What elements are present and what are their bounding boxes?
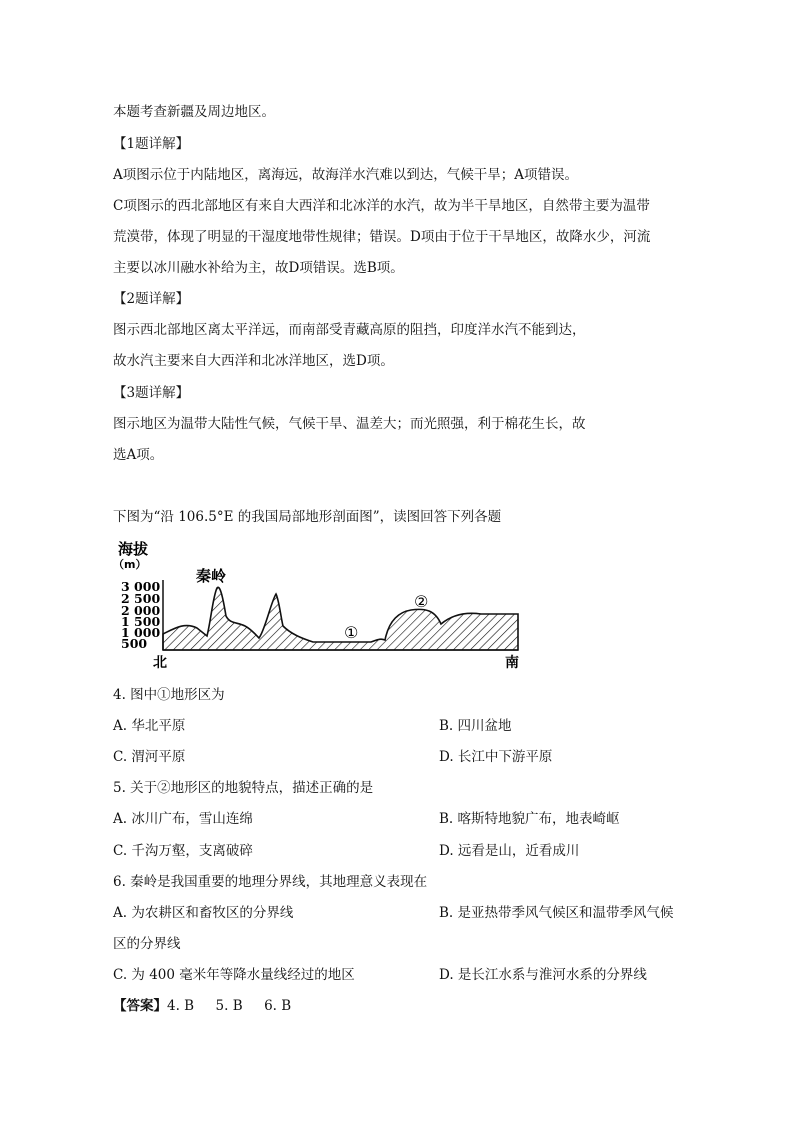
q4-option-b: B. 四川盆地	[439, 718, 512, 734]
q2-line-1: 图示西北部地区离太平洋远，而南部受青藏高原的阻挡，印度洋水汽不能到达，	[113, 322, 586, 338]
q2-heading: 【2题详解】	[113, 291, 190, 307]
marker-1: ①	[344, 623, 359, 642]
north-label: 北	[153, 655, 167, 670]
q6-option-b: B. 是亚热带季风气候区和温带季风气候	[439, 905, 674, 921]
q5-stem: 5. 关于②地形区的地貌特点，描述正确的是	[113, 780, 374, 796]
y-axis-title: 海拔	[118, 540, 149, 558]
q1-heading: 【1题详解】	[113, 136, 190, 152]
q4-option-c: C. 渭河平原	[113, 749, 186, 765]
south-label: 南	[505, 655, 519, 670]
answer-label: 【答案】	[113, 998, 167, 1014]
q1-line-1: A项图示位于内陆地区，离海远，故海洋水汽难以到达，气候干旱；A项错误。	[113, 167, 578, 183]
y-axis-unit: （m）	[113, 558, 147, 571]
q6-stem: 6. 秦岭是我国重要的地理分界线，其地理意义表现在	[113, 874, 428, 890]
q1-line-2: C项图示的西北部地区有来自大西洋和北冰洋的水汽，故为半干旱地区，自然带主要为温带	[113, 198, 650, 214]
q2-line-2: 故水汽主要来自大西洋和北冰洋地区，选D项。	[113, 353, 394, 369]
q3-heading: 【3题详解】	[113, 385, 190, 401]
q6-option-a: A. 为农耕区和畜牧区的分界线	[113, 905, 294, 921]
y-tick-2500: 2 500	[121, 591, 161, 606]
y-tick-500: 500	[121, 636, 148, 651]
answer-text: 4. B 5. B 6. B	[167, 998, 292, 1014]
q1-line-3: 荒漠带，体现了明显的干湿度地带性规律；错误。D项由于位于干旱地区，故降水少，河流	[113, 229, 651, 245]
q6-option-b-cont: 区的分界线	[113, 936, 181, 952]
q5-option-b: B. 喀斯特地貌广布，地表崎岖	[439, 811, 620, 827]
q6-option-c: C. 为 400 毫米年等降水量线经过的地区	[113, 967, 355, 983]
q4-option-d: D. 长江中下游平原	[439, 749, 553, 765]
q1-line-4: 主要以冰川融水补给为主，故D项错误。选B项。	[113, 260, 404, 276]
q3-line-1: 图示地区为温带大陆性气候，气候干旱、温差大；而光照强，利于棉花生长，故	[113, 416, 586, 432]
terrain-shape	[163, 587, 518, 650]
terrain-profile-chart	[113, 540, 525, 670]
y-tick-3000: 3 000	[121, 579, 161, 594]
y-tick-1000: 1 000	[121, 625, 161, 640]
q5-option-d: D. 远看是山，近看成川	[439, 843, 580, 859]
y-tick-2000: 2 000	[121, 603, 161, 618]
q6-option-d: D. 是长江水系与淮河水系的分界线	[439, 967, 647, 983]
y-tick-1500: 1 500	[121, 614, 161, 629]
q3-line-2: 选A项。	[113, 447, 164, 463]
q5-option-a: A. 冰川广布，雪山连绵	[113, 811, 253, 827]
q4-option-a: A. 华北平原	[113, 718, 186, 734]
answer-line	[113, 997, 291, 1015]
marker-2: ②	[414, 592, 429, 611]
q4-stem: 4. 图中①地形区为	[113, 687, 225, 703]
qinling-label: 秦岭	[196, 567, 227, 585]
q5-option-c: C. 千沟万壑，支离破碎	[113, 843, 253, 859]
intro-line: 本题考查新疆及周边地区。	[113, 104, 275, 120]
figure-lead: 下图为“沿 106.5°E 的我国局部地形剖面图”，读图回答下列各题	[113, 509, 502, 525]
